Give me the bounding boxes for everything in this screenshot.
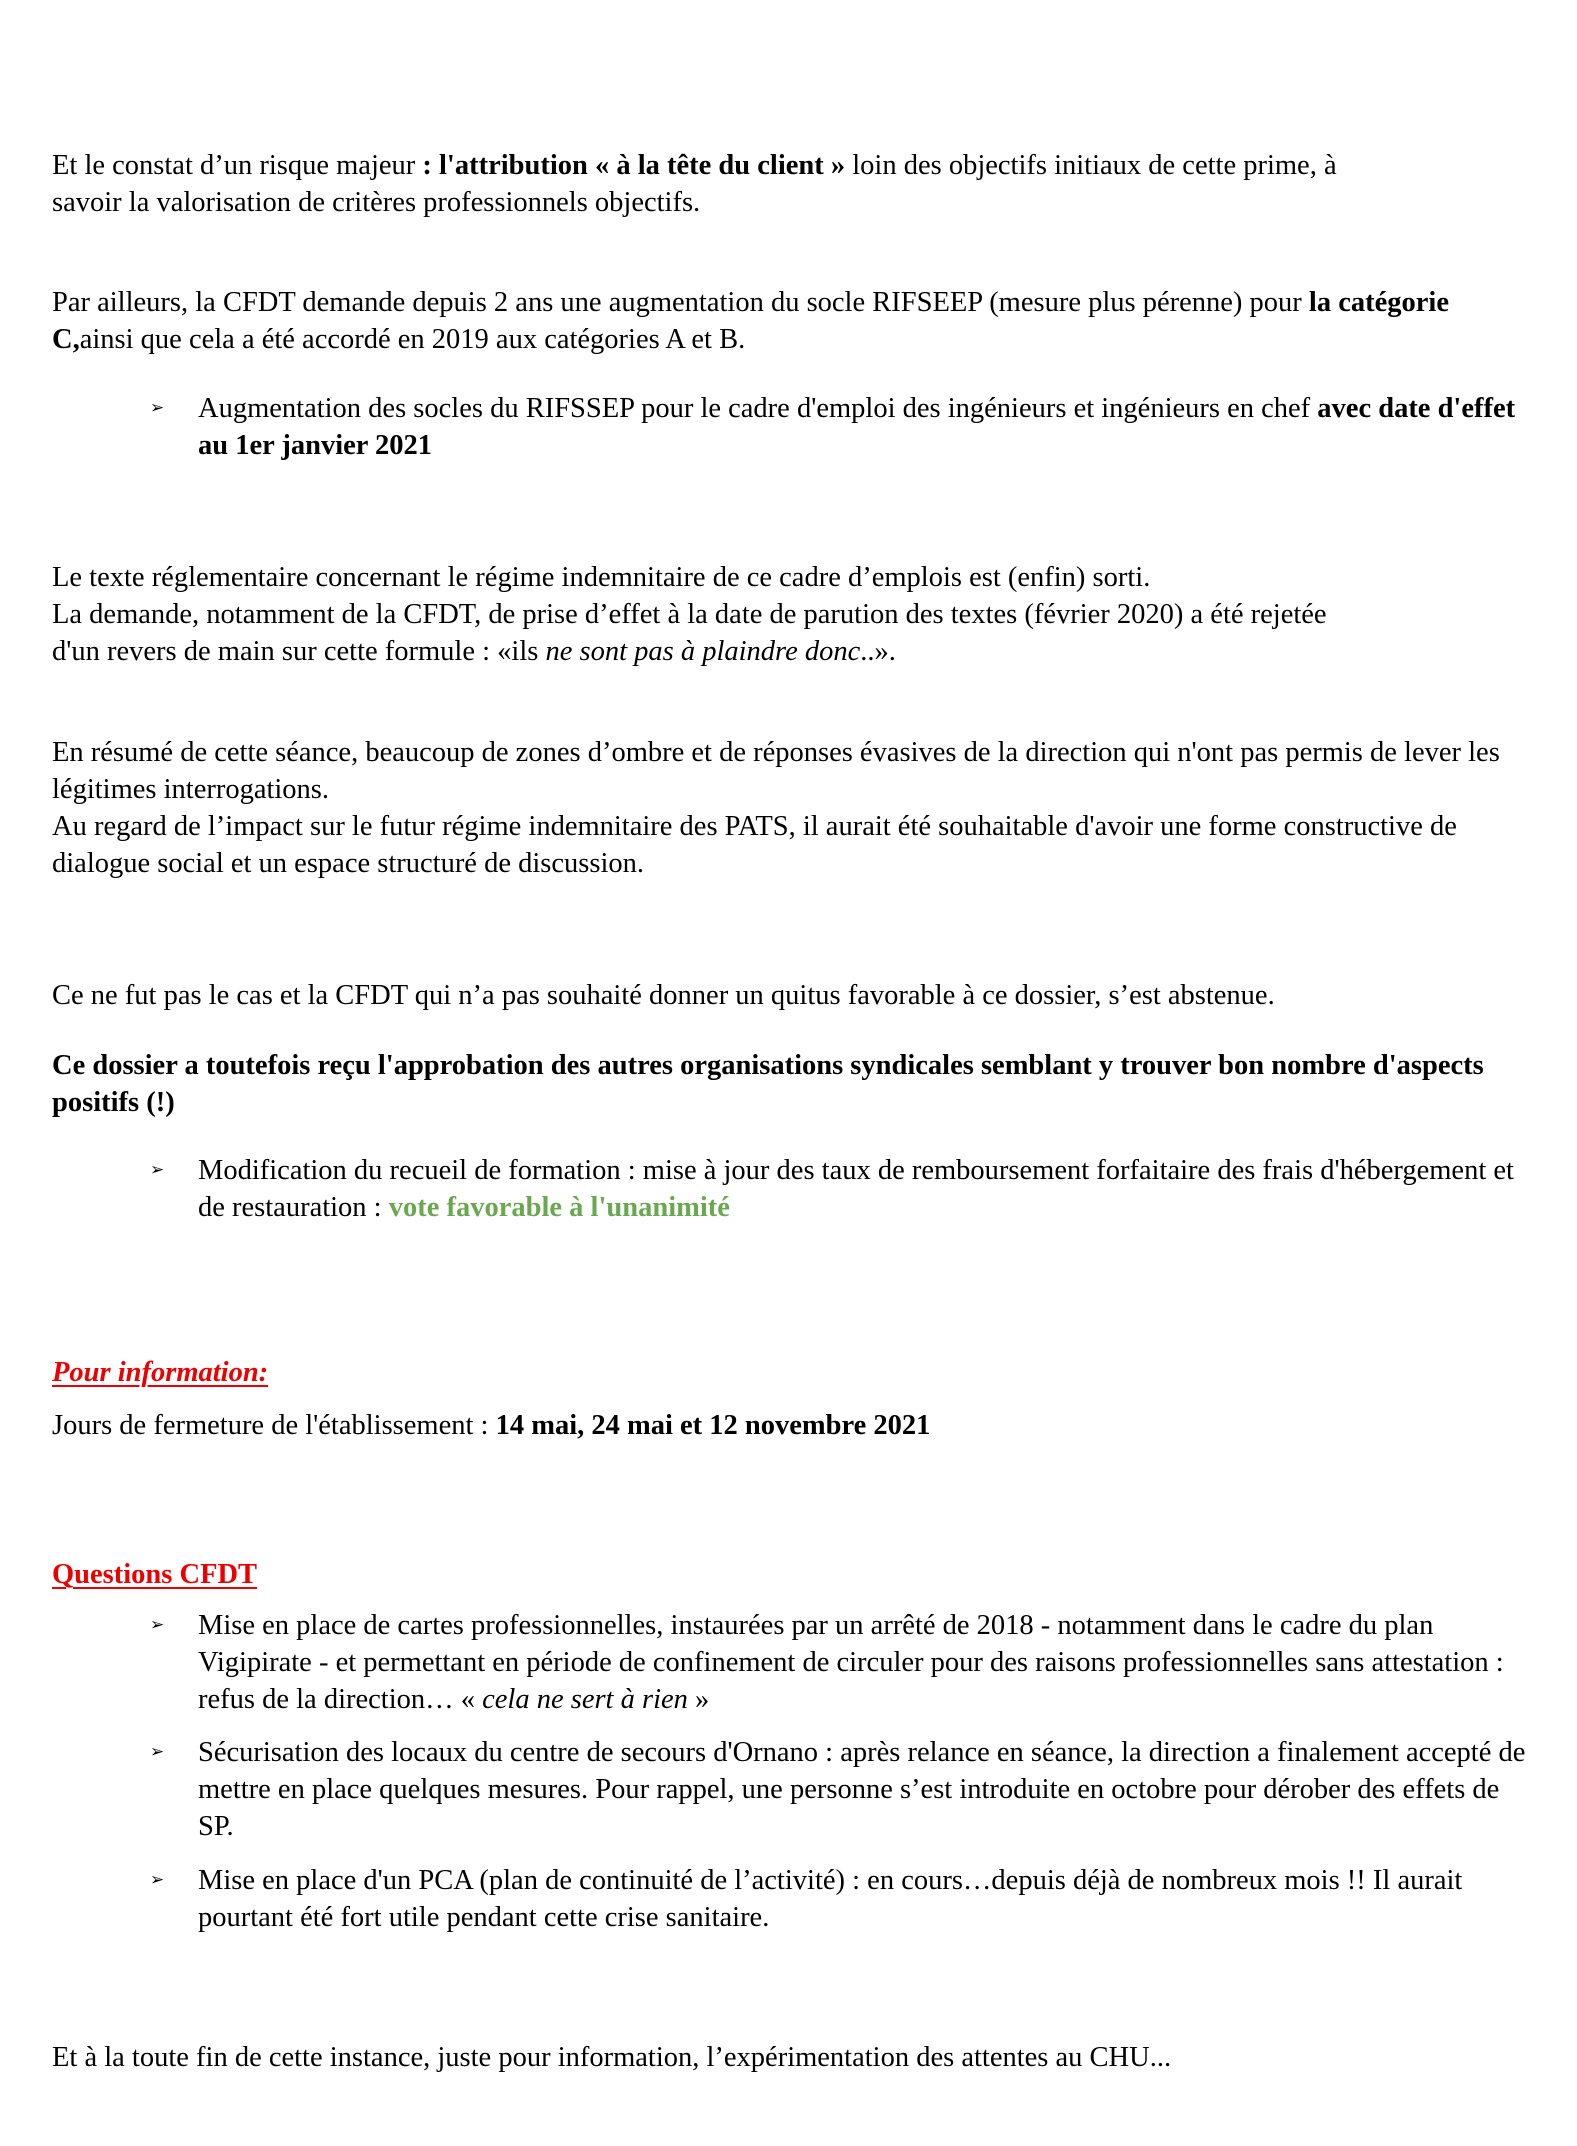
text-run-bold: la catégorie C, [52, 287, 1449, 355]
question-item [150, 1607, 1535, 1718]
paragraph-text-bold: Ce dossier a toutefois reçu l'approbation des autres organisations syndicales semblant y trouver bon nombre d'aspects positifs (!) [52, 1050, 1484, 1118]
text-run: ..». [860, 636, 896, 667]
paragraph-text [52, 559, 1532, 670]
vote-result: vote favorable à l'unanimité [388, 1192, 730, 1223]
text-run: savoir la valorisation de critères professionnels objectifs. [52, 187, 701, 218]
text-run: Modification du recueil de formation : mise à jour des taux de remboursement forfaitaire des frais d'hébergement et de restauration : [198, 1155, 1514, 1223]
text-run: ainsi que cela a été accordé en 2019 aux catégories A et B. [79, 324, 746, 355]
arrow-bullet-icon: ➢ [150, 398, 165, 418]
section-heading: Questions CFDT [52, 1559, 258, 1590]
text-run-bold: l'attribution « à la tête du client » [439, 150, 846, 181]
text-run: loin des objectifs initiaux de cette prime, à [845, 150, 1337, 181]
paragraph-jours-fermeture [52, 1407, 1532, 1444]
paragraph-text: Ce ne fut pas le cas et la CFDT qui n’a pas souhaité donner un quitus favorable à ce dossier, s’est abstenue. [52, 980, 1275, 1011]
paragraph-approbation [52, 1047, 1532, 1121]
text-run: Le texte réglementaire concernant le régime indemnitaire de ce cadre d’emplois est (enfin) sorti. [52, 562, 1151, 593]
bullet-text [198, 1607, 1535, 1718]
section-questions-cfdt [52, 1556, 1532, 1593]
bullet-text [198, 390, 1535, 464]
text-run: » [687, 1684, 710, 1715]
paragraph-rifseep-demand [52, 284, 1532, 358]
section-pour-information [52, 1354, 1532, 1391]
text-run: Mise en place d'un PCA (plan de continuité de l’activité) : en cours…depuis déjà de nombreux mois !! Il aurait pourtant été fort utile pendant cette crise sanitaire. [198, 1865, 1463, 1933]
paragraph-text: Au regard de l’impact sur le futur régime indemnitaire des PATS, il aurait été souhaitable d'avoir une forme constructive de dialogue social et un espace structuré de discussion. [52, 811, 1457, 879]
paragraph-text: Et à la toute fin de cette instance, juste pour information, l’expérimentation des attentes au CHU... [52, 2042, 1172, 2073]
text-run: Augmentation des socles du RIFSSEP pour le cadre d'emploi des ingénieurs et ingénieurs en chef [198, 393, 1318, 424]
text-run: d'un revers de main sur cette formule : «ils [52, 636, 546, 667]
paragraph-closing [52, 2039, 1532, 2076]
text-run: Jours de fermeture de l'établissement : [52, 1410, 496, 1441]
text-run: La demande, notamment de la CFDT, de prise d’effet à la date de parution des textes (février 2020) a été rejetée [52, 599, 1327, 630]
text-run: Mise en place de cartes professionnelles, instaurées par un arrêté de 2018 - notamment dans le cadre du plan Vigipirate - et permettant en période de confinement de circuler pour des raisons professionnelles sans attestation : refus de la direction… « [198, 1610, 1504, 1715]
paragraph-risk-statement [52, 147, 1532, 221]
paragraph-text [52, 284, 1532, 358]
text-run: Et le constat d’un risque majeur [52, 150, 423, 181]
text-run-bold: avec date d'effet au 1er janvier 2021 [198, 393, 1516, 461]
bullet-item-formation [150, 1152, 1535, 1226]
bullet-text [198, 1862, 1535, 1936]
paragraph-text [52, 1407, 1532, 1444]
text-run: Par ailleurs, la CFDT demande depuis 2 ans une augmentation du socle RIFSEEP (mesure plus pérenne) pour [52, 287, 1309, 318]
section-heading: Pour information: [52, 1357, 269, 1388]
arrow-bullet-icon: ➢ [150, 1742, 165, 1762]
paragraph-abstention [52, 977, 1532, 1014]
paragraph-text: En résumé de cette séance, beaucoup de zones d’ombre et de réponses évasives de la direction qui n'ont pas permis de lever les légitimes interrogations. [52, 737, 1500, 805]
question-item [150, 1734, 1535, 1845]
paragraph-reglementaire [52, 559, 1532, 670]
text-run-bold: 14 mai, 24 mai et 12 novembre 2021 [495, 1410, 931, 1441]
text-run-italic: cela ne sert à rien [482, 1684, 688, 1715]
arrow-bullet-icon: ➢ [150, 1160, 165, 1180]
bullet-text [198, 1734, 1535, 1845]
text-run: Sécurisation des locaux du centre de secours d'Ornano : après relance en séance, la direction a finalement accepté de mettre en place quelques mesures. Pour rappel, une personne s’est introduite en octobre pour dérober des effets de SP. [198, 1737, 1526, 1842]
bullet-item-ingenieurs [150, 390, 1535, 464]
question-item [150, 1862, 1535, 1936]
paragraph-resume [52, 734, 1532, 882]
text-run-bold: : [422, 150, 440, 181]
paragraph-text [52, 147, 1532, 221]
bullet-text [198, 1152, 1535, 1226]
text-run-italic: ne sont pas à plaindre donc [545, 636, 861, 667]
arrow-bullet-icon: ➢ [150, 1615, 165, 1635]
arrow-bullet-icon: ➢ [150, 1870, 165, 1890]
